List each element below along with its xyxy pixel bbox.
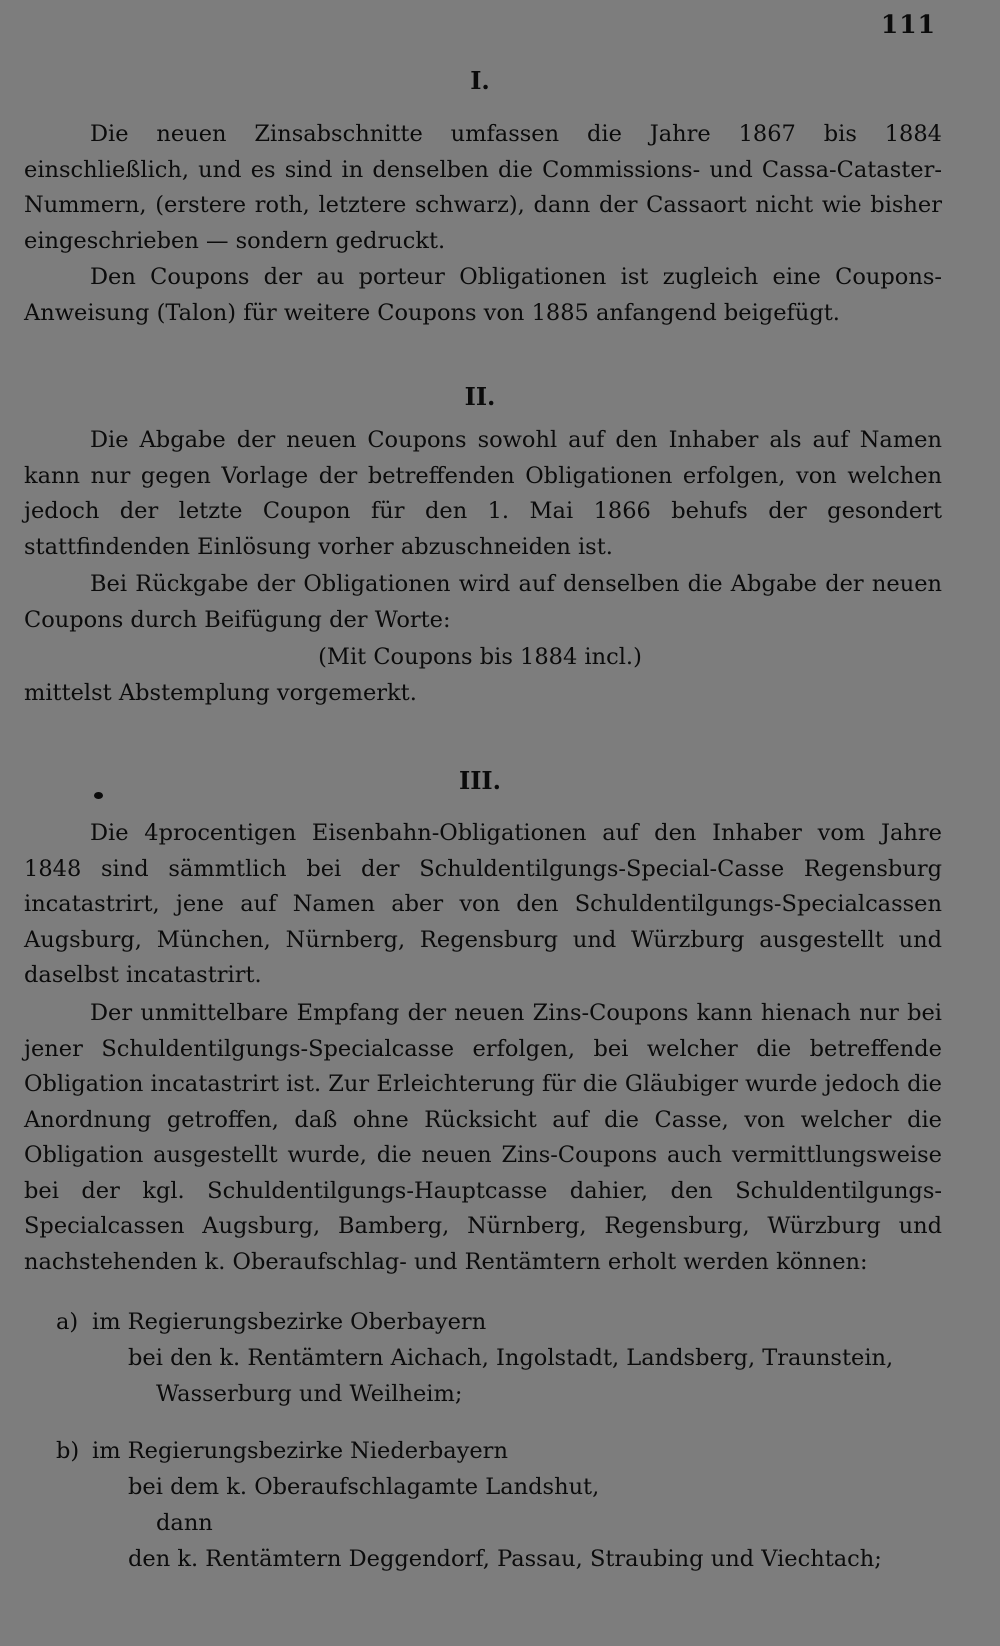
list-item-b-district: im Regierungsbezirke Niederbayern <box>92 1438 508 1464</box>
paragraph-2-2: Bei Rückgabe der Obligationen wird auf denselben die Abgabe der neuen Coupons durch Beifügung der Worte: <box>24 571 942 633</box>
list-item-a-label: a) <box>56 1309 79 1335</box>
list-item-b-label: b) <box>56 1438 80 1464</box>
paragraph-3-1: Die 4procentigen Eisenbahn-Obligationen auf den Inhaber vom Jahre 1848 sind sämmtlich bei der Schuldentilgungs-Special-Casse Regensburg incatastrirt, jene auf Namen aber von den Schuldentilgungs-Specialcassen Augsburg, München, Nürnberg, Regensburg und Würzburg ausgestellt und daselbst incatastrirt. <box>24 820 942 988</box>
paragraph-2-closing: mittelst Abstemplung vorgemerkt. <box>24 680 417 706</box>
section-heading-1: I. <box>470 66 490 95</box>
paragraph-2-1: Die Abgabe der neuen Coupons sowohl auf den Inhaber als auf Namen kann nur gegen Vorlage der betreffenden Obligationen erfolgen, von welchen jedoch der letzte Coupon für den 1. Mai 1866 behufs der gesondert stattfindenden Einlösung vorher abzuschneiden ist. <box>24 427 942 560</box>
paragraph-1-2: Den Coupons der au porteur Obligationen ist zugleich eine Coupons-Anweisung (Talon) für weitere Coupons von 1885 anfangend beigefügt. <box>24 264 942 326</box>
section-heading-3: III. <box>458 766 502 795</box>
list-item-a-district: im Regierungsbezirke Oberbayern <box>92 1309 487 1335</box>
list-item-a-line2: Wasserburg und Weilheim; <box>156 1381 463 1407</box>
paragraph-3-2: Der unmittelbare Empfang der neuen Zins-Coupons kann hienach nur bei jener Schuldentilgungs-Specialcasse erfolgen, bei welcher die betreffende Obligation incatastrirt ist. Zur Erleichterung für die Gläubiger wurde jedoch die Anordnung getroffen, daß ohne Rücksicht auf die Casse, von welcher die Obligation ausgestellt wurde, die neuen Zins-Coupons auch vermittlungsweise bei der kgl. Schuldentilgungs-Hauptcasse dahier, den Schuldentilgungs-Specialcassen Augsburg, Bamberg, Nürnberg, Regensburg, Würzburg und nachstehenden k. Oberaufschlag- und Rentämtern erholt werden können: <box>24 1000 942 1275</box>
list-item-b-line3: den k. Rentämtern Deggendorf, Passau, Straubing und Viechtach; <box>128 1546 882 1572</box>
page-number: 111 <box>880 10 936 39</box>
list-item-a-line1: bei den k. Rentämtern Aichach, Ingolstadt, Landsberg, Traunstein, <box>128 1345 894 1371</box>
list-item-b-line2: dann <box>156 1510 213 1536</box>
paragraph-1-1: Die neuen Zinsabschnitte umfassen die Jahre 1867 bis 1884 einschließlich, und es sind in denselben die Commissions- und Cassa-Cataster-Nummern, (erstere roth, letztere schwarz), dann der Cassaort nicht wie bisher eingeschrieben — sondern gedruckt. <box>24 121 942 254</box>
quoted-stamp-text: (Mit Coupons bis 1884 incl.) <box>318 644 642 670</box>
section-heading-2: II. <box>464 382 496 411</box>
list-item-b-line1: bei dem k. Oberaufschlagamte Landshut, <box>128 1474 600 1500</box>
